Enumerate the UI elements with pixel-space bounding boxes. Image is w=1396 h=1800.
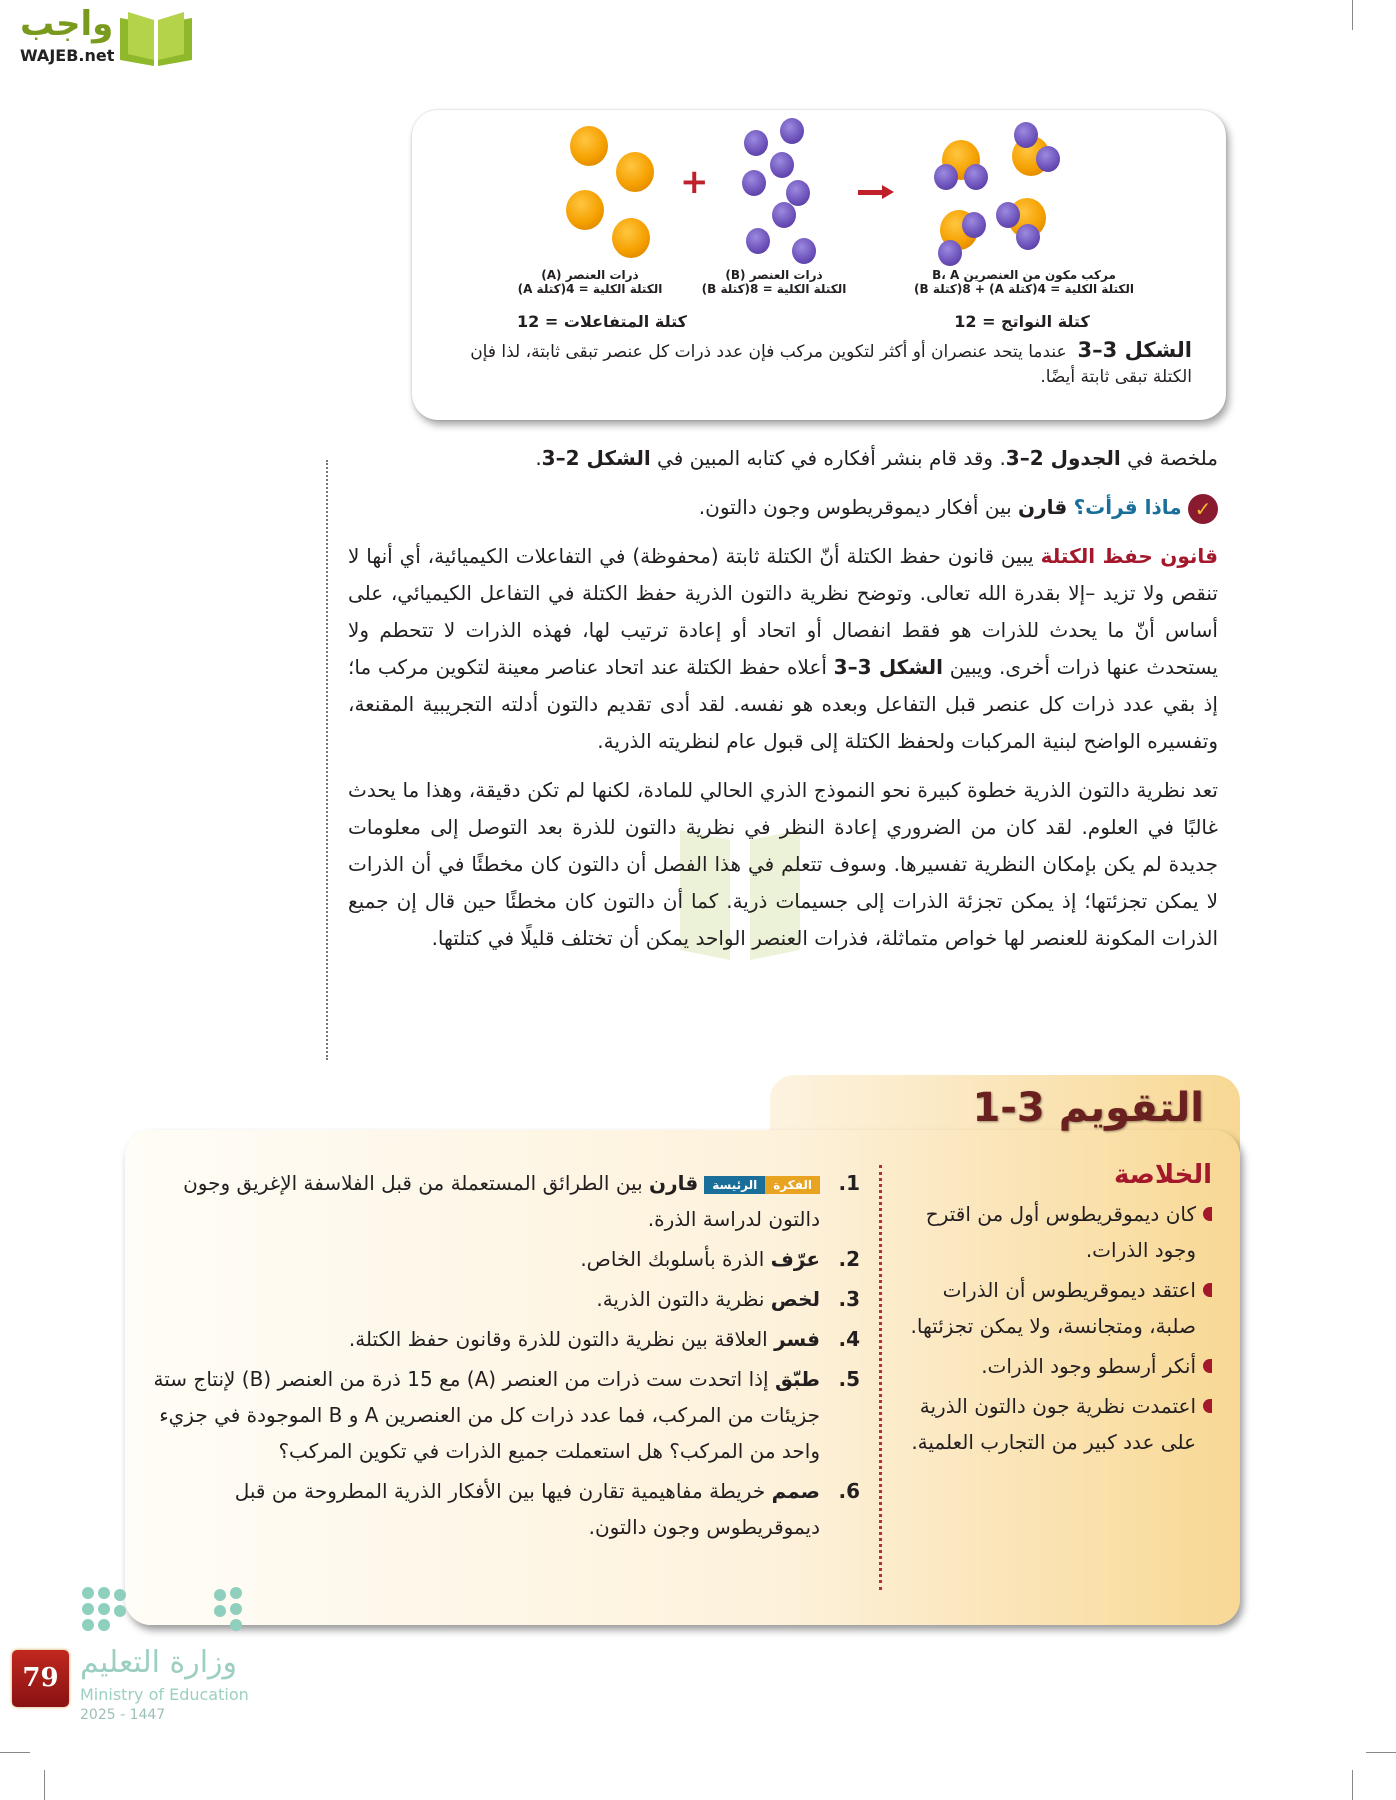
reading-check: ✓ ماذا قرأت؟ قارن بين أفكار ديموقريطوس وجون دالتون.	[348, 489, 1218, 526]
wajeb-logo[interactable]	[8, 4, 192, 68]
question: 4. فسر العلاقة بين نظرية دالتون للذرة وقانون حفظ الكتلة.	[348, 1327, 860, 1351]
label-AB: مركب مكون من العنصرين B، A الكتلة الكلية = 4(كتلة A) + 8(كتلة B)	[914, 268, 1134, 296]
figure-caption: الشكل 3–3 عندما يتحد عنصران أو أكثر لتكوين مركب فإن عدد ذرات كل عنصر تبقى ثابتة، لذا فإن الكتلة تبقى ثابتة أيضًا.	[470, 338, 1192, 387]
summary	[892, 1160, 1212, 1464]
ministry-name-arabic: وزارة التعليم	[80, 1645, 238, 1680]
summary-item: أنكر أرسطو وجود الذرات.	[892, 1348, 1212, 1384]
label-B: ذرات العنصر (B) الكتلة الكلية = 8(كتلة B)	[701, 268, 847, 296]
intro-paragraph: ملخصة في الجدول 2–3. وقد قام بنشر أفكاره في كتابه المبين في الشكل 2–3.	[535, 446, 1218, 470]
page-number: 79	[12, 1650, 69, 1707]
figure-3-3	[412, 110, 1226, 420]
summary-item: كان ديموقريطوس أول من اقترح وجود الذرات.	[892, 1196, 1212, 1268]
question: 2. عرّف الذرة بأسلوبك الخاص.	[580, 1247, 860, 1271]
dalton-limitations-paragraph: تعد نظرية دالتون الذرية خطوة كبيرة نحو النموذج الذري الحالي للمادة، لكنها لم تكن دقيقة، وهذا ما يحدث غالبًا في العلوم. لقد كان من الضروري إعادة النظر في نظرية دالتون للذرة بعد التوصل إلى معلومات جديدة لم يكن بإمكان النظرية تفسيرها. وسوف تتعلم في هذا الفصل أن دالتون كان مخطئًا في أن الذرات لا يمكن تجزئتها؛ إذ يمكن تجزئة الذرات إلى جسيمات ذرية. كما أن دالتون كان مخطئًا حين قال إن جميع الذرات المكونة للعنصر لها خواص متماثلة، فذرات العنصر الواحد يمكن أن تختلف قليلًا في كتلتها.	[348, 778, 1218, 950]
question: 6. صمم خريطة مفاهيمية تقارن فيها بين الأفكار الذرية المطروحة من قبل ديموقريطوس وجون دالتون.	[234, 1479, 860, 1539]
logo-arabic: واجب	[20, 4, 114, 44]
crop-mark	[1366, 1752, 1396, 1753]
checkmark-icon: ✓	[1188, 494, 1218, 524]
law-of-conservation-paragraph: قانون حفظ الكتلة يبين قانون حفظ الكتلة أنّ الكتلة ثابتة (محفوظة) في التفاعلات الكيميائية، أي أنها لا تنقص ولا تزيد –إلا بقدرة الله تعالى. وتوضح نظرية دالتون الذرية حفظ الكتلة في التفاعل الكيميائي، على أساس أنّ ما يحدث للذرات هو فقط انفصال أو اتحاد أو إعادة ترتيب لها، فهذه الذرات لا تتحطم ولا يستحدث عنها ذرات أخرى. ويبين الشكل 3–3 أعلاه حفظ الكتلة عند اتحاد عناصر معينة لتكوين مركب ما؛ إذ بقي عدد ذرات كل عنصر قبل التفاعل وبعده هو نفسه. لقد أدى تقديم دالتون أدلته التجريبية المقنعة، وتفسيره الواضح لبنية المركبات ولحفظ الكتلة إلى قبول عام لنظريته الذرية.	[348, 544, 1219, 753]
main-idea-badge: الفكرةالرئيسة	[704, 1176, 820, 1194]
question: 1. الفكرةالرئيسةقارن بين الطرائق المستعملة من قبل الفلاسفة الإغريق وجون دالتون لدراسة الذرة.	[183, 1171, 860, 1231]
review-title: التقويم 3-1	[972, 1085, 1204, 1131]
review-questions	[145, 1165, 860, 1549]
summary-item: اعتمدت نظرية جون دالتون الذرية على عدد كبير من التجارب العلمية.	[892, 1388, 1212, 1460]
main-text	[348, 440, 1218, 969]
logo-latin: WAJEB.net	[20, 46, 115, 65]
arrow-head	[882, 185, 894, 199]
crop-mark	[44, 1770, 45, 1800]
reactants-mass: كتلة المتفاعلات = 12	[517, 312, 687, 331]
summary-item: اعتقد ديموقريطوس أن الذرات صلبة، ومتجانسة، ولا يمكن تجزئتها.	[892, 1272, 1212, 1344]
plus-sign: +	[680, 162, 709, 202]
column-divider	[879, 1165, 882, 1590]
crop-mark	[1352, 1770, 1353, 1800]
question: 3. لخص نظرية دالتون الذرية.	[596, 1287, 860, 1311]
law-heading: قانون حفظ الكتلة	[1040, 544, 1219, 568]
section-review	[125, 1075, 1240, 1625]
question: 5. طبّق إذا اتحدت ست ذرات من العنصر (A) مع 15 ذرة من العنصر (B) لإنتاج ستة جزيئات من المركب، فما عدد ذرات كل من العنصرين A و B الموجودة في جزيء واحد من المركب؟ هل استعملت جميع الذرات في تكوين المركب؟	[153, 1367, 860, 1463]
products-mass: كتلة النواتج = 12	[954, 312, 1090, 331]
arrow-icon	[858, 190, 884, 195]
crop-mark	[0, 1752, 30, 1753]
book-icon	[118, 10, 194, 66]
ministry-logo	[80, 1585, 260, 1730]
ministry-year: 2025 - 1447	[80, 1707, 166, 1723]
summary-heading: الخلاصة	[1113, 1160, 1212, 1190]
label-A: ذرات العنصر (A) الكتلة الكلية = 4(كتلة A)	[517, 268, 663, 296]
margin-divider	[326, 460, 328, 1060]
crop-mark	[1352, 0, 1353, 30]
ministry-name-english: Ministry of Education	[80, 1685, 249, 1704]
